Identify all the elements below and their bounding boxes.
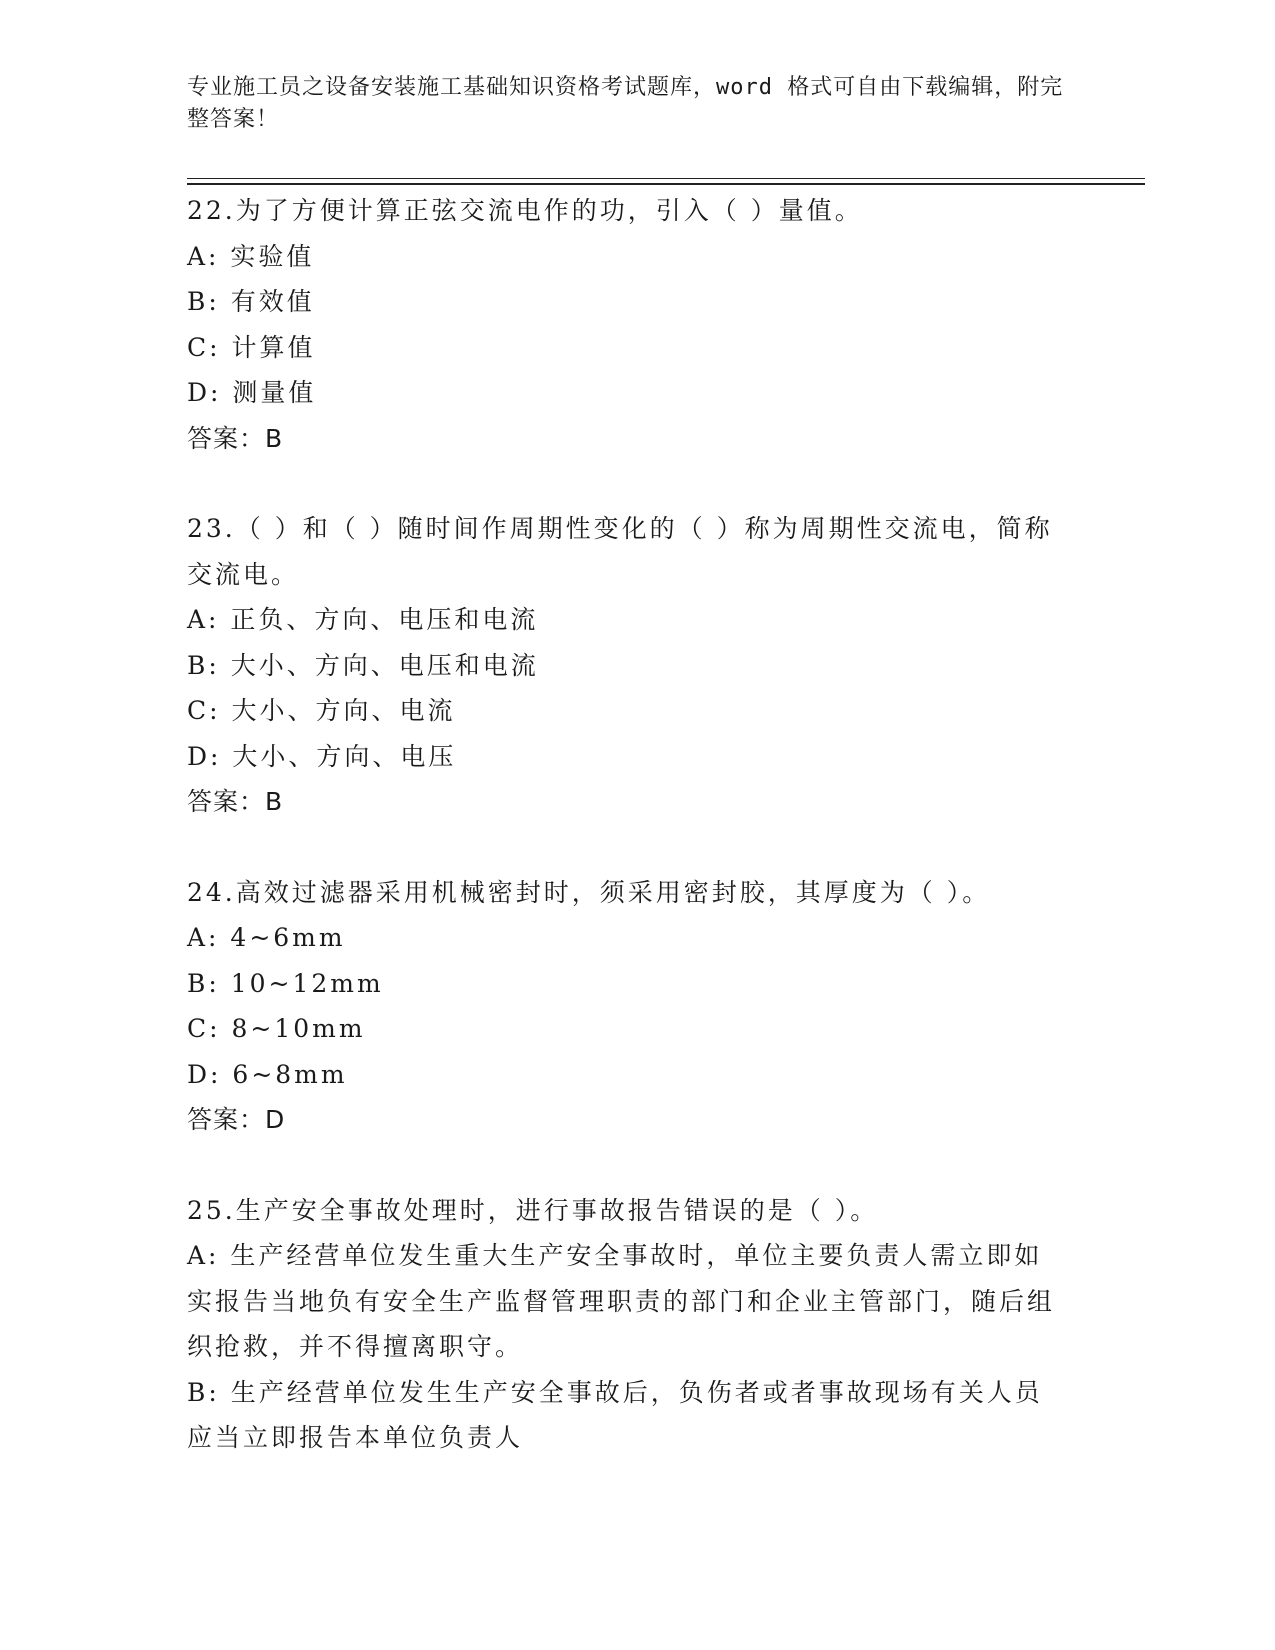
option-a: A: 实验值 bbox=[187, 241, 315, 271]
option-a: A: 4~6mm bbox=[187, 923, 346, 952]
question-25 bbox=[187, 1188, 1067, 1461]
option-c: C: 8~10mm bbox=[187, 1014, 366, 1043]
option-a: A: 正负、方向、电压和电流 bbox=[187, 605, 539, 634]
option-c: C: 计算值 bbox=[187, 332, 316, 362]
question-23 bbox=[187, 506, 1067, 825]
option-b: B: 生产经营单位发生生产安全事故后，负伤者或者事故现场有关人员应当立即报告本单位负责人 bbox=[187, 1377, 1043, 1452]
option-d: D: 测量值 bbox=[187, 378, 317, 407]
question-stem: 22.为了方便计算正弦交流电作的功，引入（ ）量值。 bbox=[187, 196, 863, 225]
header-divider-thin bbox=[187, 178, 1145, 179]
question-stem: 25.生产安全事故处理时，进行事故报告错误的是（ ）。 bbox=[187, 1195, 879, 1225]
answer-label: 答案：D bbox=[187, 1105, 286, 1134]
question-22 bbox=[187, 188, 1067, 461]
option-c: C: 大小、方向、电流 bbox=[187, 696, 456, 725]
option-b: B: 大小、方向、电压和电流 bbox=[187, 650, 539, 680]
document-header bbox=[187, 72, 1067, 136]
question-stem: 23.（ ）和（ ）随时间作周期性变化的（ ）称为周期性交流电，简称交流电。 bbox=[187, 514, 1053, 589]
option-a: A: 生产经营单位发生重大生产安全事故时，单位主要负责人需立即如实报告当地负有安全生产监督管理职责的部门和企业主管部门，随后组织抢救，并不得擅离职守。 bbox=[187, 1241, 1056, 1361]
option-d: D: 大小、方向、电压 bbox=[187, 741, 457, 771]
question-stem: 24.高效过滤器采用机械密封时，须采用密封胶，其厚度为（ ）。 bbox=[187, 877, 991, 907]
header-title: 专业施工员之设备安装施工基础知识资格考试题库，word 格式可自由下载编辑，附完整答案！ bbox=[187, 75, 1064, 132]
header-divider-thick bbox=[187, 183, 1145, 185]
answer-label: 答案：B bbox=[187, 423, 284, 453]
question-24 bbox=[187, 870, 1067, 1143]
answer-label: 答案：B bbox=[187, 787, 284, 816]
option-b: B: 有效值 bbox=[187, 287, 315, 316]
option-b: B: 10~12mm bbox=[187, 968, 384, 998]
option-d: D: 6~8mm bbox=[187, 1059, 348, 1089]
question-list bbox=[187, 188, 1067, 1506]
